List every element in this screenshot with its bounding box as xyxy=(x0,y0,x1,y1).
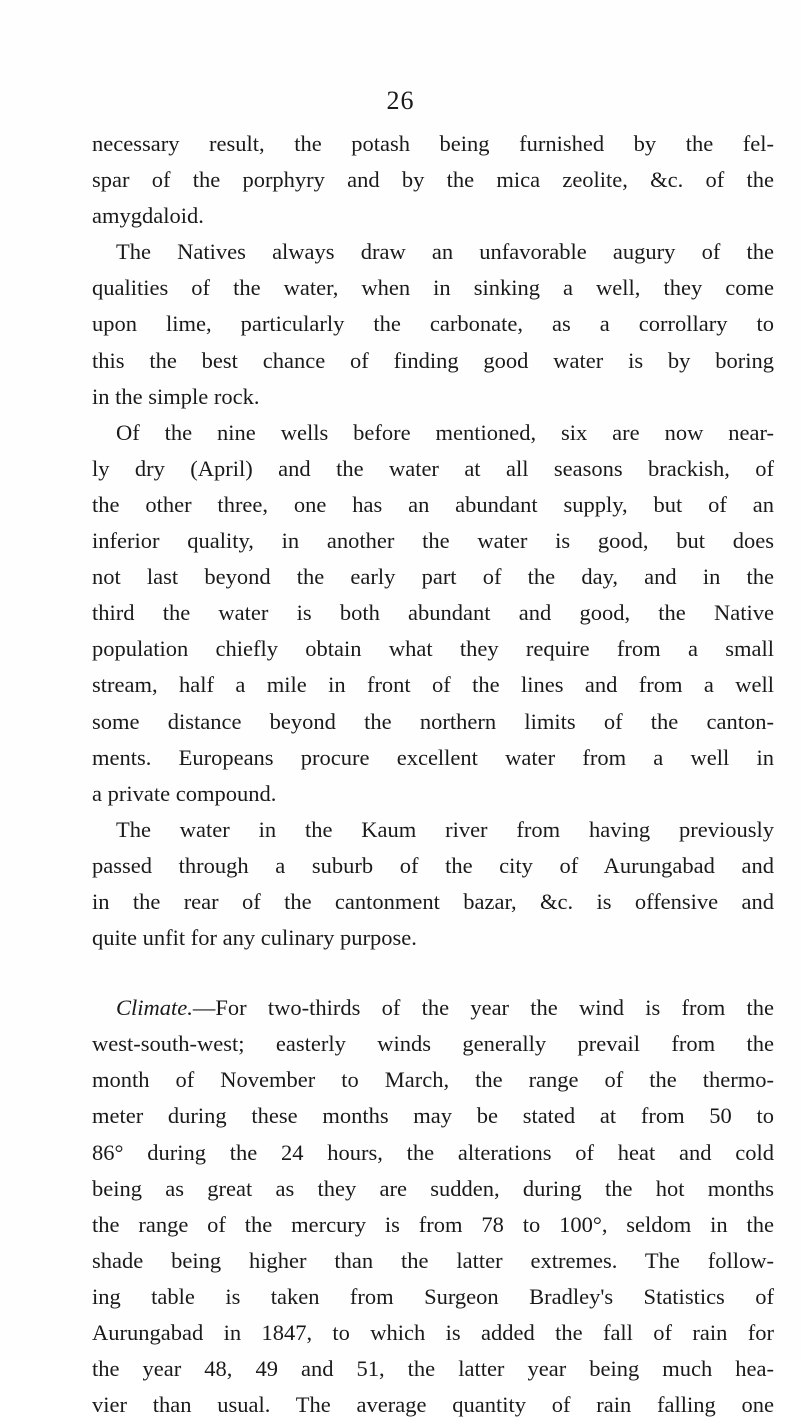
text-line: amygdaloid. xyxy=(92,203,204,229)
text-line: the other three, one has an abundant supply, but of an xyxy=(92,491,774,517)
paragraph xyxy=(92,415,774,812)
text-line: meter during these months may be stated at from 50 to xyxy=(92,1103,774,1129)
text-line-rest: —For two-thirds of the year the wind is from the xyxy=(192,995,774,1021)
text-line: passed through a suburb of the city of Aurungabad and xyxy=(92,852,774,878)
text-line: 86° during the 24 hours, the alterations of heat and cold xyxy=(92,1139,774,1165)
text-line: third the water is both abundant and good, the Native xyxy=(92,600,774,626)
text-line: Aurungabad in 1847, to which is added the fall of rain for xyxy=(92,1320,774,1345)
text-line: the year 48, 49 and 51, the latter year being much hea- xyxy=(92,1356,774,1382)
text-line: being as great as they are sudden, during the hot months xyxy=(92,1175,774,1201)
text-line xyxy=(92,990,774,1026)
text-line: spar of the porphyry and by the mica zeolite, &c. of the xyxy=(92,167,774,193)
section-gap xyxy=(92,956,774,990)
text-line: vier than usual. The average quantity of rain falling one xyxy=(92,1392,774,1418)
text-line: the range of the mercury is from 78 to 100°, seldom in the xyxy=(92,1211,774,1237)
text-line: some distance beyond the northern limits of the canton- xyxy=(92,708,774,734)
text-line: a private compound. xyxy=(92,780,277,806)
text-line: ing table is taken from Surgeon Bradley's Statistics of xyxy=(92,1283,774,1309)
text-line: inferior quality, in another the water is good, but does xyxy=(92,528,774,554)
text-line: upon lime, particularly the carbonate, as a corrollary to xyxy=(92,311,774,337)
paragraph-climate xyxy=(92,990,774,1423)
text-line: this the best chance of finding good water is by boring xyxy=(92,347,774,373)
text-line: population chiefly obtain what they require from a small xyxy=(92,636,774,662)
text-line: not last beyond the early part of the day, and in the xyxy=(92,564,774,590)
text-line: quite unfit for any culinary purpose. xyxy=(92,925,417,951)
text-line: stream, half a mile in front of the lines and from a well xyxy=(92,672,774,698)
text-line: ments. Europeans procure excellent water from a well in xyxy=(92,744,774,770)
paragraph xyxy=(92,812,774,956)
text-line: necessary result, the potash being furnished by the fel- xyxy=(92,131,774,156)
text-line: month of November to March, the range of the thermo- xyxy=(92,1067,774,1093)
paragraph xyxy=(92,234,774,414)
text-line: The water in the Kaum river from having previously xyxy=(116,816,774,842)
text-line: shade being higher than the latter extremes. The follow- xyxy=(92,1247,774,1273)
paragraph xyxy=(92,126,774,234)
text-line: qualities of the water, when in sinking a well, they come xyxy=(92,275,774,301)
text-line: The Natives always draw an unfavorable augury of the xyxy=(116,239,774,265)
text-line: in the rear of the cantonment bazar, &c. is offensive and xyxy=(92,888,774,914)
text-line: west-south-west; easterly winds generally prevail from the xyxy=(92,1031,774,1057)
page-number: 26 xyxy=(386,86,415,115)
text-line: Of the nine wells before mentioned, six are now near- xyxy=(116,419,774,445)
section-heading-climate: Climate. xyxy=(116,995,193,1021)
text-line: ly dry (April) and the water at all seasons brackish, of xyxy=(92,455,774,481)
text-line: in the simple rock. xyxy=(92,383,260,409)
body-text xyxy=(92,126,774,1423)
